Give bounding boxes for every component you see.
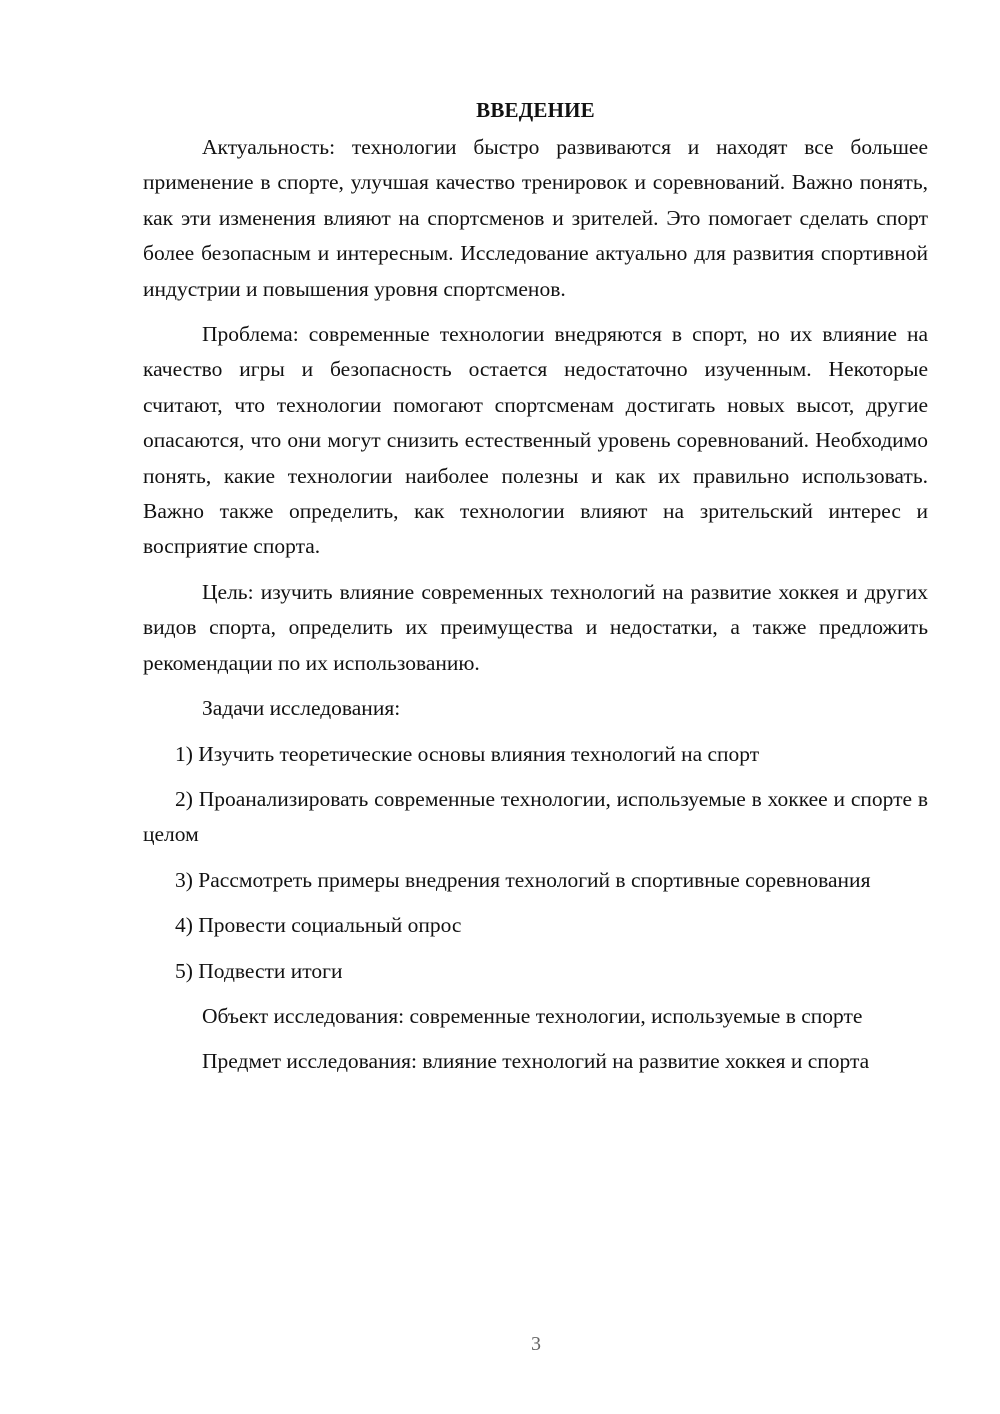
page-number: 3 <box>531 1333 541 1355</box>
paragraph-tasks-intro: Задачи исследования: <box>202 696 401 721</box>
paragraph-goal: Цель: изучить влияние современных технологий на развитие хоккея и других видов спорта, определить их преимущества и недостатки, а также предложить рекомендации по их использованию. <box>143 579 928 675</box>
paragraph-subject: Предмет исследования: влияние технологий на развитие хоккея и спорта <box>202 1049 870 1074</box>
list-item: 1) Изучить теоретические основы влияния технологий на спорт <box>175 741 760 766</box>
list-item: 5) Подвести итоги <box>175 958 343 983</box>
list-item: 3) Рассмотреть примеры внедрения технологий в спортивные соревнования <box>175 867 871 892</box>
page-content <box>143 90 928 1090</box>
section-heading: ВВЕДЕНИЕ <box>476 98 595 122</box>
paragraph-problem: Проблема: современные технологии внедряются в спорт, но их влияние на качество игры и безопасность остается недостаточно изученным. Некоторые считают, что технологии помогают спортсменам достигать новых высот, другие опасаются, что они могут снизить естественный уровень соревнований. Необходимо понять, какие технологии наиболее полезны и как их правильно использовать. Важно также определить, как технологии влияют на зрительский интерес и восприятие спорта. <box>143 322 928 559</box>
list-item: 2) Проанализировать современные технологии, используемые в хоккее и спорте в целом <box>143 786 928 847</box>
paragraph-object: Объект исследования: современные технологии, используемые в спорте <box>202 1003 863 1028</box>
list-item: 4) Провести социальный опрос <box>175 913 462 938</box>
paragraph-relevance: Актуальность: технологии быстро развиваются и находят все большее применение в спорте, улучшая качество тренировок и соревнований. Важно понять, как эти изменения влияют на спортсменов и зрителей. Это помогает сделать спорт более безопасным и интересным. Исследование актуально для развития спортивной индустрии и повышения уровня спортсменов. <box>143 135 928 301</box>
